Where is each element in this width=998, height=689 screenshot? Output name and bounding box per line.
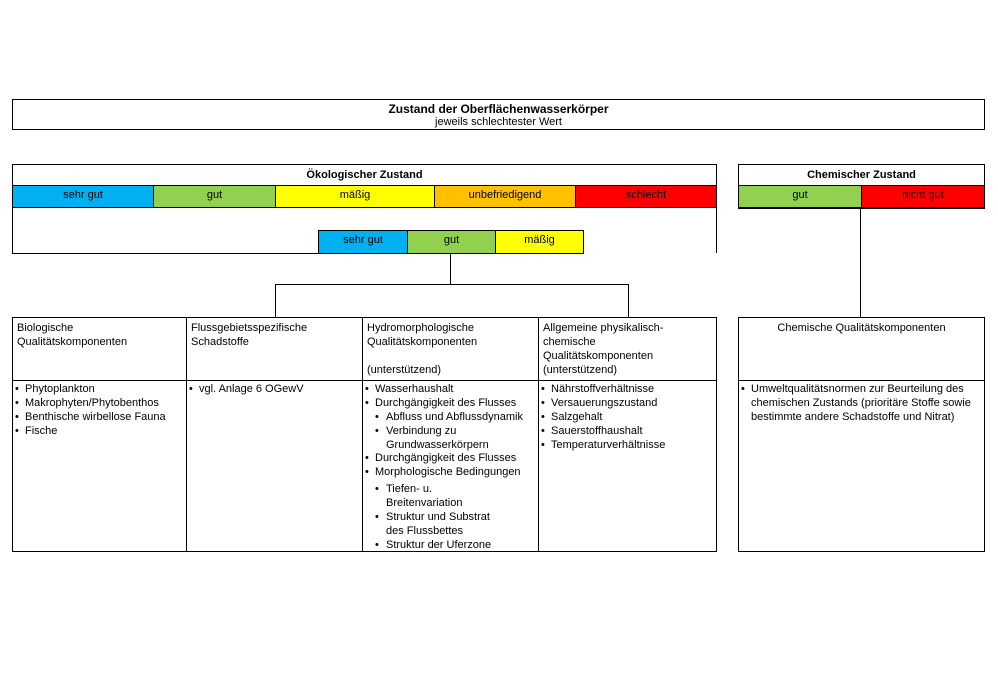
list-item: • Fische: [13, 424, 186, 438]
hydro-list: [363, 380, 538, 410]
connector-support-down: [450, 253, 451, 285]
fluss-list: [187, 380, 362, 396]
list-item: • Temperaturverhältnisse: [539, 438, 717, 452]
list-item: • Phytoplankton: [13, 382, 186, 396]
hydro-list-2: [363, 449, 538, 479]
list-item: • Abfluss und Abflussdynamik: [363, 410, 538, 424]
eco-box-bottom-edge: [12, 253, 318, 254]
list-item: • vgl. Anlage 6 OGewV: [187, 382, 362, 396]
allg-list: [539, 380, 717, 452]
eco-class-unbefriedigend: unbefriedigend: [434, 185, 576, 208]
col-divider-1: [186, 317, 187, 552]
support-class-maessig: mäßig: [495, 230, 584, 254]
connector-chemical-drop: [860, 208, 861, 318]
overall-status-subtitle: jeweils schlechtester Wert: [435, 116, 562, 128]
bio-list: [13, 380, 186, 438]
allg-heading: Allgemeine physikalisch- chemische Qualitätskomponenten (unterstützend): [543, 322, 664, 376]
list-item: • Sauerstoffhaushalt: [539, 424, 717, 438]
chem-class-nicht-gut: nicht gut: [861, 185, 985, 208]
connector-right-drop: [628, 284, 629, 318]
list-item: • Struktur der Uferzone: [363, 538, 538, 552]
hydro-heading: Hydromorphologische Qualitätskomponenten (unterstützend): [367, 322, 478, 376]
list-item: • Durchgängigkeit des Flusses: [363, 451, 538, 465]
overall-status-title: Zustand der Oberflächenwasserkörper: [388, 102, 609, 116]
list-item: • Versauerungszustand: [539, 396, 717, 410]
ecological-status-title: Ökologischer Zustand: [306, 169, 423, 181]
connector-horizontal: [275, 284, 629, 285]
list-item: • Struktur und Substrat des Flussbettes: [363, 510, 506, 538]
list-item: • Salzgehalt: [539, 410, 717, 424]
list-item: • Nährstoffverhältnisse: [539, 382, 717, 396]
connector-left-drop: [275, 284, 276, 318]
list-item: • Wasserhaushalt: [363, 382, 538, 396]
list-item: • Morphologische Bedingungen: [363, 465, 538, 479]
hydro-sublist-2: [363, 480, 538, 552]
eco-class-gut: gut: [153, 185, 276, 208]
bio-heading: Biologische Qualitätskomponenten: [17, 322, 128, 348]
chem-list: [739, 380, 979, 424]
chem-class-gut: gut: [738, 185, 862, 208]
eco-class-maessig: mäßig: [275, 185, 435, 208]
fluss-heading: Flussgebietsspezifische Schadstoffe: [191, 322, 308, 348]
overall-status-header: [12, 99, 985, 130]
support-class-gut: gut: [407, 230, 496, 254]
list-item: • Umweltqualitätsnormen zur Beurteilung des chemischen Zustands (prioritäre Stoffe sowie bestimmte andere Schadstoffe und Nitrat): [739, 382, 979, 424]
chem-heading: Chemische Qualitätskomponenten: [777, 322, 946, 334]
chem-components-table: [738, 317, 985, 552]
list-item: • Makrophyten/Phytobenthos: [13, 396, 186, 410]
list-item: • Benthische wirbellose Fauna: [13, 410, 186, 424]
support-class-sehr-gut: sehr gut: [318, 230, 408, 254]
list-item-label: Durchgängigkeit des Flusses: [375, 397, 517, 409]
eco-box-left-edge: [12, 208, 13, 254]
hydro-sublist-1: [363, 408, 538, 452]
chemical-status-title: Chemischer Zustand: [807, 169, 916, 181]
eco-class-schlecht: schlecht: [575, 185, 717, 208]
eco-class-sehr-gut: sehr gut: [12, 185, 154, 208]
list-item: • Tiefen- u. Breitenvariation: [363, 482, 476, 510]
eco-box-right-edge: [716, 208, 717, 230]
list-item: • Verbindung zu Grundwasserkörpern: [363, 424, 496, 452]
